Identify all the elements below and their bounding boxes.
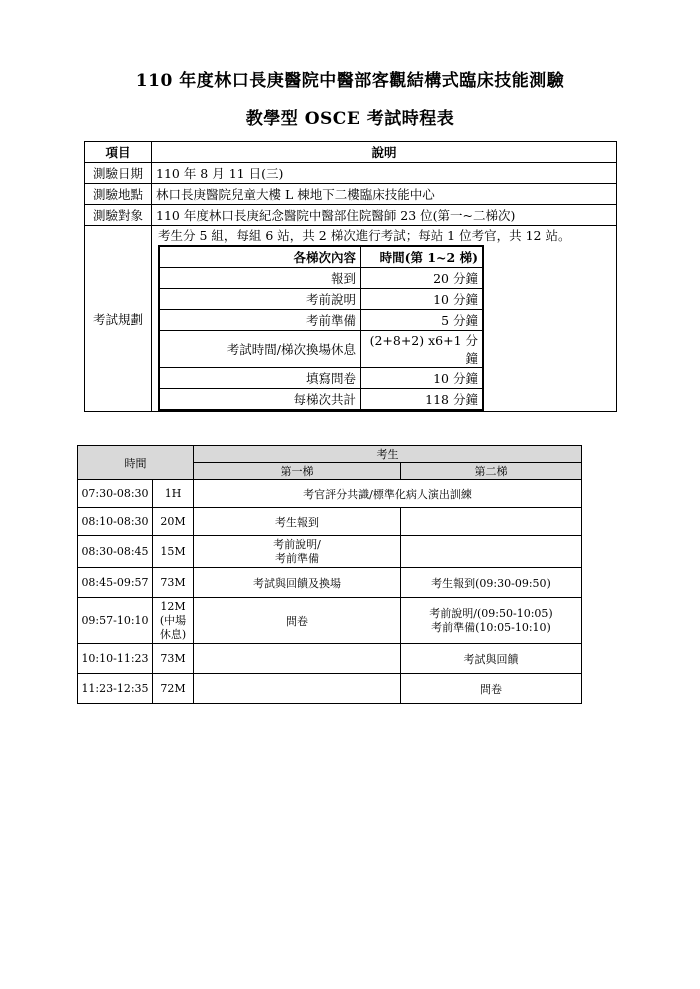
- info-row-plan: [85, 226, 617, 412]
- schedule-row: [78, 674, 582, 704]
- plan-time: 20 分鐘: [361, 268, 484, 289]
- document-title: 110 年度林口長庚醫院中醫部客觀結構式臨床技能測驗: [135, 71, 565, 91]
- label-plan: 考試規劃: [85, 226, 152, 412]
- duration-line: 12M: [160, 599, 186, 613]
- activity-line: 考前準備(10:05-10:10): [431, 620, 551, 634]
- schedule-row: [78, 480, 582, 508]
- schedule-time: 08:45-09:57: [78, 568, 153, 598]
- plan-time: 5 分鐘: [361, 310, 484, 331]
- plan-row: [159, 331, 483, 368]
- schedule-header-examinee: 考生: [194, 446, 582, 463]
- plan-item: 考前準備: [159, 310, 361, 331]
- info-row-target: [85, 205, 617, 226]
- plan-item: 填寫問卷: [159, 368, 361, 389]
- duration-line: 休息): [159, 627, 187, 641]
- value-location: 林口長庚醫院兒童大樓 L 棟地下二樓臨床技能中心: [152, 184, 617, 205]
- duration-line: (中場: [159, 613, 187, 627]
- schedule-group1-activity: [194, 644, 401, 674]
- plan-item: 每梯次共計: [159, 389, 361, 411]
- schedule-group2-activity: 考試與回饋: [401, 644, 582, 674]
- schedule-row: [78, 568, 582, 598]
- schedule-table: [77, 445, 582, 704]
- schedule-group1-activity: 考試與回饋及換場: [194, 568, 401, 598]
- activity-line: 考前準備: [275, 551, 319, 565]
- plan-item: 考前說明: [159, 289, 361, 310]
- schedule-group2-activity: 問卷: [401, 674, 582, 704]
- label-target: 測驗對象: [85, 205, 152, 226]
- schedule-duration: 20M: [153, 508, 194, 536]
- plan-time: 10 分鐘: [361, 289, 484, 310]
- plan-intro: 考生分 5 組，每組 6 站，共 2 梯次進行考試；每站 1 位考官，共 12 站。: [158, 228, 571, 243]
- activity-line: 考前說明/(09:50-10:05): [429, 606, 553, 620]
- info-header-row: [85, 142, 617, 163]
- plan-row: [159, 310, 483, 331]
- plan-header-content: 各梯次內容: [159, 246, 361, 268]
- header-description: 說明: [152, 142, 617, 163]
- schedule-time: 09:57-10:10: [78, 598, 153, 644]
- schedule-duration: 73M: [153, 644, 194, 674]
- header-item: 項目: [85, 142, 152, 163]
- schedule-row: [78, 598, 582, 644]
- plan-item: 考試時間/梯次換場休息: [159, 331, 361, 368]
- schedule-duration: 1H: [153, 480, 194, 508]
- plan-time: (2+8+2) x6+1 分鐘: [361, 331, 484, 368]
- schedule-time: 08:30-08:45: [78, 536, 153, 568]
- plan-row: [159, 268, 483, 289]
- plan-item: 報到: [159, 268, 361, 289]
- schedule-header-group2: 第二梯: [401, 463, 582, 480]
- label-location: 測驗地點: [85, 184, 152, 205]
- schedule-group2-activity: [401, 598, 582, 644]
- info-row-location: [85, 184, 617, 205]
- schedule-row: [78, 536, 582, 568]
- schedule-time: 08:10-08:30: [78, 508, 153, 536]
- plan-row: [159, 368, 483, 389]
- schedule-group1-activity: 考生報到: [194, 508, 401, 536]
- schedule-merged-activity: 考官評分共識/標準化病人演出訓練: [194, 480, 582, 508]
- plan-time: 118 分鐘: [361, 389, 484, 411]
- schedule-row: [78, 508, 582, 536]
- schedule-group1-activity: [194, 536, 401, 568]
- schedule-duration: 73M: [153, 568, 194, 598]
- schedule-header-row-1: [78, 446, 582, 463]
- schedule-time: 10:10-11:23: [78, 644, 153, 674]
- schedule-header-group1: 第一梯: [194, 463, 401, 480]
- schedule-time: 11:23-12:35: [78, 674, 153, 704]
- plan-table: [158, 245, 484, 411]
- plan-header-time: 時間(第 1~2 梯): [361, 246, 484, 268]
- schedule-group1-activity: [194, 674, 401, 704]
- value-date: 110 年 8 月 11 日(三): [152, 163, 617, 184]
- value-target: 110 年度林口長庚紀念醫院中醫部住院醫師 23 位(第一~二梯次): [152, 205, 617, 226]
- schedule-time: 07:30-08:30: [78, 480, 153, 508]
- schedule-duration: 15M: [153, 536, 194, 568]
- schedule-header-time: 時間: [78, 446, 194, 480]
- info-row-date: [85, 163, 617, 184]
- info-table: [84, 141, 617, 412]
- activity-line: 考前說明/: [273, 537, 321, 551]
- plan-row: [159, 389, 483, 411]
- plan-time: 10 分鐘: [361, 368, 484, 389]
- plan-row: [159, 289, 483, 310]
- schedule-group1-activity: 問卷: [194, 598, 401, 644]
- plan-cell: [152, 226, 617, 412]
- schedule-group2-activity: [401, 508, 582, 536]
- schedule-group2-activity: [401, 536, 582, 568]
- schedule-duration: 72M: [153, 674, 194, 704]
- document-subtitle: 教學型 OSCE 考試時程表: [245, 109, 455, 129]
- schedule-duration: [153, 598, 194, 644]
- schedule-group2-activity: 考生報到(09:30-09:50): [401, 568, 582, 598]
- label-date: 測驗日期: [85, 163, 152, 184]
- schedule-row: [78, 644, 582, 674]
- plan-table-header: [159, 246, 483, 268]
